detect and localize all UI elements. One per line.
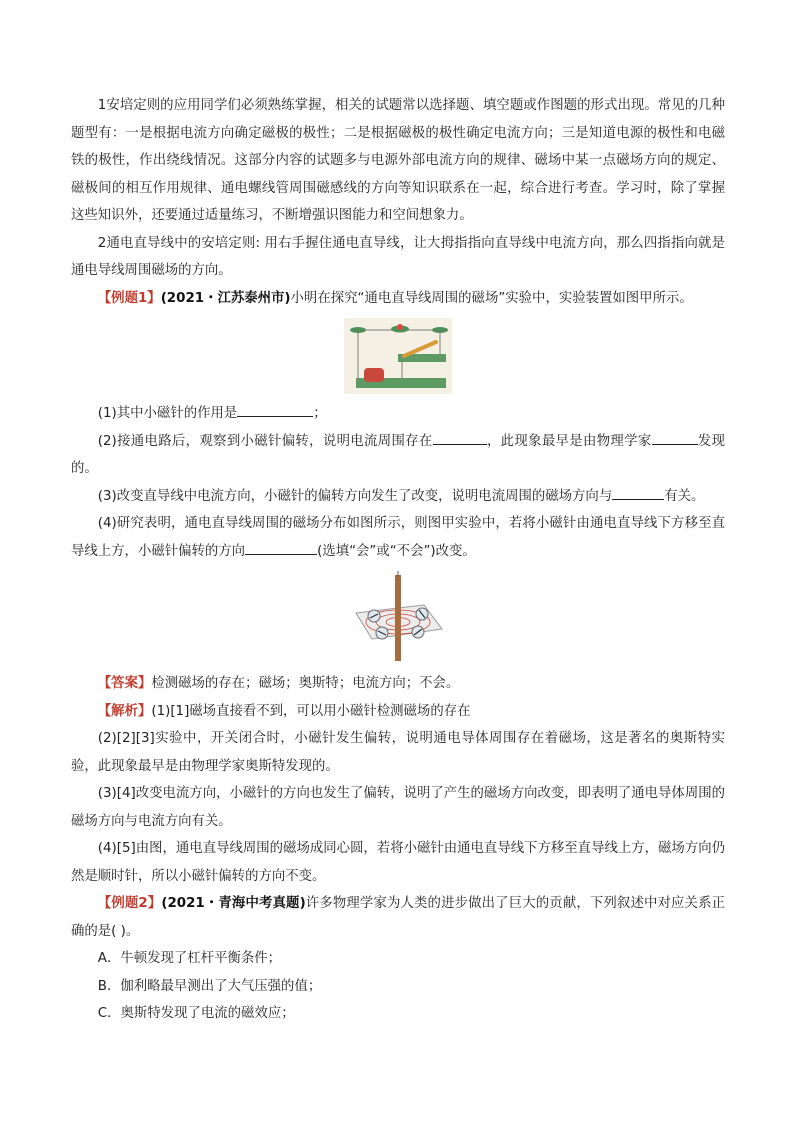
analysis-tag: 【解析】: [97, 703, 152, 719]
option-c: C．奥斯特发现了电流的磁效应；: [97, 1006, 295, 1021]
intro-paragraph-1: 1安培定则的应用同学们必须熟练掌握，相关的试题常以选择题、填空题或作图题的形式出现。常见的几种题型有：一是根据电流方向确定磁极的极性；二是根据磁极的极性确定电流方向；三是知道电源的极性和电磁铁的极性，作出绕线情况。这部分内容的试题多与电源外部电流方向的规律、磁场中某一点磁场方向的规定、磁极间的相互作用规律、通电螺线管周围磁感线的方向等知识联系在一起，综合进行考查。学习时，除了掌握这些知识外，还要通过适量练习，不断增强识图能力和空间想象力。: [71, 98, 725, 223]
analysis-1: [71, 698, 725, 726]
analysis-1-text: (1)[1]磁场直接看不到，可以用小磁针检测磁场的存在: [151, 703, 471, 719]
option-b: B．伽利略最早测出了大气压强的值；: [97, 978, 322, 994]
question-3: [71, 483, 725, 511]
analysis-4: (4)[5]由图，通电直导线周围的磁场成同心圆，若将小磁针由通电直导线下方移至直导线上方，磁场方向仍然是顺时针，所以小磁针偏转的方向不变。: [71, 841, 725, 884]
question-2-end: 发现的。: [71, 433, 726, 476]
question-4-end: (选填“会”或“不会”)改变。: [317, 543, 476, 559]
example2-source: (2021・青海中考真题): [161, 896, 306, 911]
option-a: A．牛顿发现了杠杆平衡条件；: [97, 951, 282, 966]
example2-stem: [71, 890, 725, 945]
analysis-2: (2)[2][3]实验中，开关闭合时，小磁针发生偏转，说明通电导体周围存在着磁场，这是著名的奥斯特实验，此现象最早是由物理学家奥斯特发现的。: [71, 731, 725, 774]
question-1: [71, 400, 725, 428]
question-3-end: 有关。: [664, 488, 705, 504]
answer-blank-3[interactable]: [652, 430, 698, 445]
example2-stem-text: 许多物理学家为人类的进步做出了巨大的贡献，下列叙述中对应关系正确的是( )。: [71, 896, 725, 939]
question-3-text: (3)改变直导线中电流方向，小磁针的偏转方向发生了改变，说明电流周围的磁场方向与: [97, 488, 613, 504]
example1-stem: [71, 285, 725, 313]
question-4-text: (4)研究表明，通电直导线周围的磁场分布如图所示，则图甲实验中，若将小磁针由通电直导线下方移至直导线上方，小磁针偏转的方向: [71, 516, 725, 559]
answer-blank-1[interactable]: [237, 402, 313, 417]
analysis-3: (3)[4]改变电流方向，小磁针的方向也发生了偏转，说明了产生的磁场方向改变，即表明了通电导体周围的磁场方向与电流方向有关。: [71, 786, 725, 829]
example1-stem-text: 小明在探究“通电直导线周围的磁场”实验中，实验装置如图甲所示。: [290, 290, 693, 306]
question-1-end: ；: [313, 406, 327, 421]
example1-source: (2021・江苏泰州市): [160, 290, 291, 306]
answer-blank-2[interactable]: [433, 430, 487, 445]
answer-blank-4[interactable]: [612, 485, 664, 500]
question-2: [71, 428, 725, 483]
answer-blank-5[interactable]: [245, 540, 317, 555]
question-4: [71, 510, 725, 565]
question-2-text: (2)接通电路后，观察到小磁针偏转，说明电流周围存在: [97, 433, 433, 449]
example1-tag: 【例题1】: [97, 290, 161, 306]
question-1-text: (1)其中小磁针的作用是: [97, 406, 238, 421]
document-content: [71, 92, 725, 1028]
example2-tag: 【例题2】: [97, 896, 162, 911]
answer-tag: 【答案】: [97, 676, 152, 691]
intro-paragraph-2: 2通电直导线中的安培定则: 用右手握住通电直导线，让大拇指指向直导线中电流方向，那么四指指向就是通电导线周围磁场的方向。: [71, 235, 725, 278]
figure-jia-apparatus: [71, 316, 725, 396]
answer-line: [71, 670, 725, 698]
magnetic-field-illustration: [348, 569, 448, 664]
question-2-text-mid: ，此现象最早是由物理学家: [486, 433, 652, 449]
answer-text: 检测磁场的存在；磁场；奥斯特；电流方向；不会。: [151, 676, 460, 691]
figure-magnetic-field: [71, 569, 725, 664]
circuit-apparatus-illustration: [342, 316, 454, 396]
